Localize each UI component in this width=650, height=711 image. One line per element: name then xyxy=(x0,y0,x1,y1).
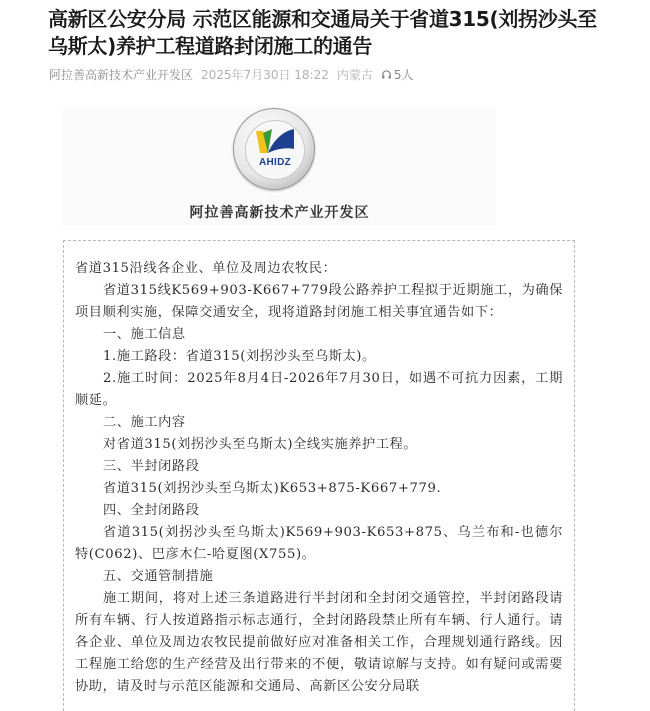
section-heading-5: 五、交通管制措施 xyxy=(103,569,214,584)
logo-emblem-icon xyxy=(246,121,304,161)
notice-body xyxy=(75,258,563,698)
section-heading-3: 三、半封闭路段 xyxy=(103,459,200,474)
construction-content: 对省道315(刘拐沙头至乌斯太)全线实施养护工程。 xyxy=(103,437,418,452)
notice-salutation: 省道315沿线各企业、单位及周边农牧民： xyxy=(75,261,337,276)
notice-box xyxy=(63,240,575,711)
section-heading-2: 二、施工内容 xyxy=(103,415,186,430)
publish-location: 内蒙古 xyxy=(336,68,373,82)
section-heading-1: 一、施工信息 xyxy=(103,327,186,342)
logo-text: AHIDZ xyxy=(258,157,292,168)
traffic-control-measures: 施工期间，将对上述三条道路进行半封闭和全封闭交通管控，半封闭路段请所有车辆、行人按道路指示标志通行，全封闭路段禁止所有车辆、行人通行。请各企业、单位及周边农牧民提前做好应对准备相关工作，合理规划通行路线。因工程施工给您的生产经营及出行带来的不便，敬请谅解与支持。如有疑问或需要协助，请及时与示范区能源和交通局、高新区公安分局联 xyxy=(75,591,563,694)
notice-intro: 省道315线K569+903-K667+779段公路养护工程拟于近期施工，为确保项目顺利实施，保障交通安全，现将道路封闭施工相关事宜通告如下： xyxy=(75,283,563,320)
article-source[interactable]: 阿拉善高新技术产业开发区 xyxy=(49,68,194,82)
full-closed-section: 省道315(刘拐沙头至乌斯太)K569+903-K653+875、乌兰布和-也德尔特(C062)、巴彦木仁-哈夏图(X755)。 xyxy=(75,525,563,562)
article-meta xyxy=(49,66,414,83)
construction-time: 2.施工时间：2025年8月4日-2026年7月30日，如遇不可抗力因素，工期顺延。 xyxy=(75,371,563,408)
listener-count: 5人 xyxy=(393,68,414,82)
half-closed-section: 省道315(刘拐沙头至乌斯太)K653+875-K667+779. xyxy=(103,481,442,496)
ahidz-logo-icon xyxy=(233,108,315,190)
section-heading-4: 四、全封闭路段 xyxy=(103,503,200,518)
headphones-icon xyxy=(381,69,392,80)
article-title: 高新区公安分局 示范区能源和交通局关于省道315(刘拐沙头至乌斯太)养护工程道路封闭施工的通告 xyxy=(48,7,597,58)
banner-caption: 阿拉善高新技术产业开发区 xyxy=(189,205,370,221)
publish-datetime: 2025年7月30日 18:22 xyxy=(201,68,329,82)
construction-section: 1.施工路段：省道315(刘拐沙头至乌斯太)。 xyxy=(103,349,376,364)
organization-banner xyxy=(63,106,496,226)
listen-button[interactable] xyxy=(381,66,414,83)
